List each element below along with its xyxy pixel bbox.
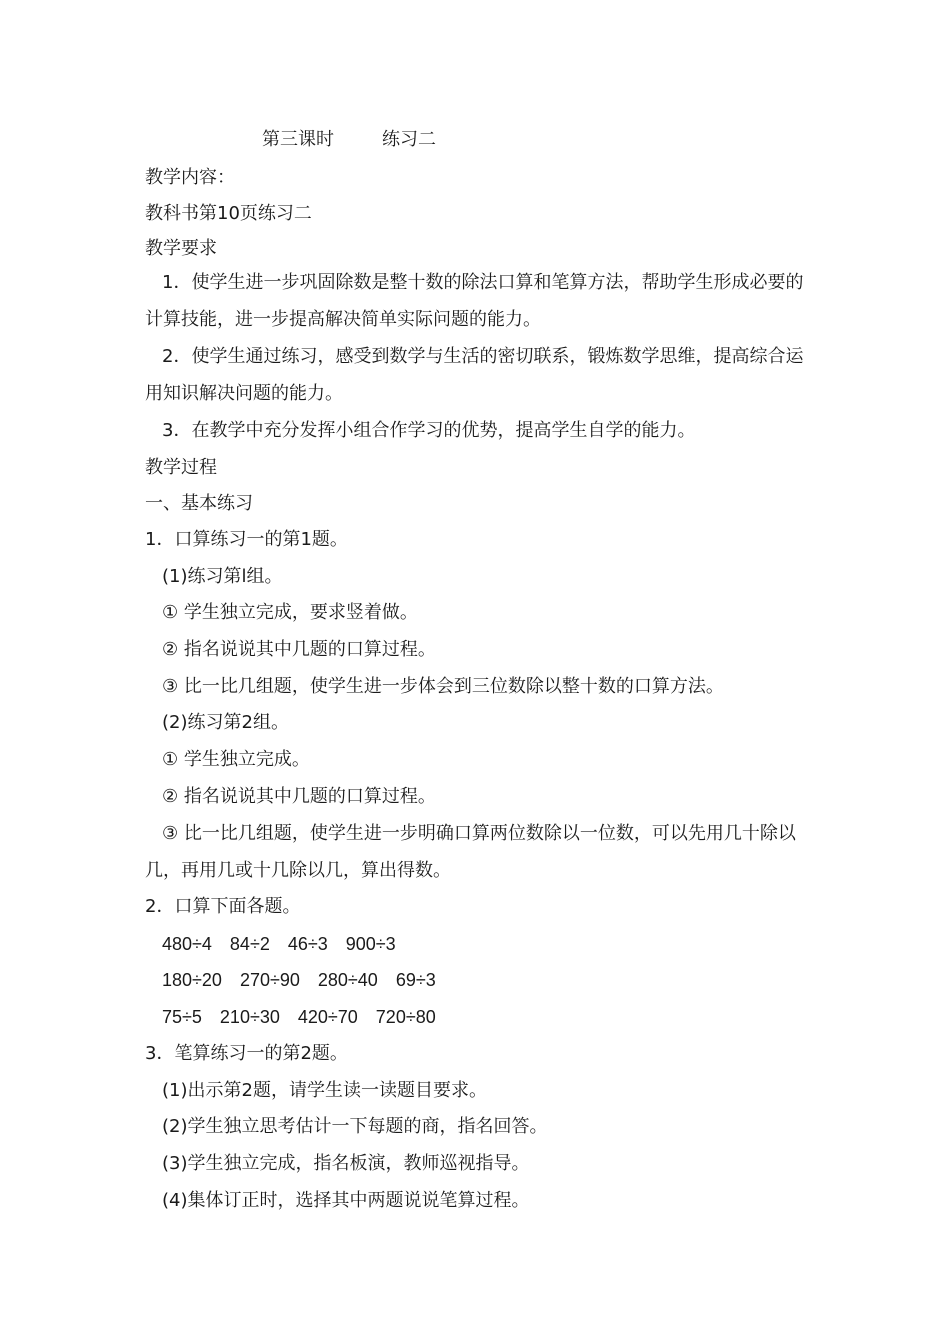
lesson-name: 练习二 xyxy=(382,129,436,150)
calc-expression: 900÷3 xyxy=(345,934,396,954)
calc-expression: 46÷3 xyxy=(287,934,328,954)
calc-expression: 420÷70 xyxy=(297,1007,358,1027)
list-item: ③ 比一比几组题，使学生进一步明确口算两位数除以一位数，可以先用几十除以几，再用几或十几除以几，算出得数。 xyxy=(145,823,796,881)
calc-row xyxy=(162,968,454,992)
list-item: (1)出示第2题，请学生读一读题目要求。 xyxy=(162,1080,487,1101)
calc-expression: 84÷2 xyxy=(229,934,270,954)
calc-expression: 180÷20 xyxy=(162,970,222,990)
list-item: (4)集体订正时，选择其中两题说说笔算过程。 xyxy=(162,1190,530,1211)
list-item: ③ 比一比几组题，使学生进一步体会到三位数除以整十数的口算方法。 xyxy=(162,676,724,697)
calc-expression: 69÷3 xyxy=(395,970,436,990)
calc-expression: 720÷80 xyxy=(375,1007,436,1027)
calc-row xyxy=(162,932,414,956)
calc-expression: 480÷4 xyxy=(162,934,212,954)
lesson-number: 第三课时 xyxy=(262,129,334,150)
calc-row xyxy=(162,1005,454,1029)
item-2: 2．口算下面各题。 xyxy=(145,896,301,917)
page-title xyxy=(262,128,436,152)
list-item: ② 指名说说其中几题的口算过程。 xyxy=(162,639,436,660)
requirement-2: 2．使学生通过练习，感受到数学与生活的密切联系，锻炼数学思维，提高综合运用知识解决问题的能力。 xyxy=(145,346,804,404)
item-1-sub-2: (2)练习第2组。 xyxy=(162,712,289,733)
calc-expression: 75÷5 xyxy=(162,1007,202,1027)
content-text: 教科书第10页练习二 xyxy=(145,203,312,224)
item-3: 3．笔算练习一的第2题。 xyxy=(145,1043,348,1064)
content-heading: 教学内容： xyxy=(145,167,235,188)
item-1: 1．口算练习一的第1题。 xyxy=(145,529,348,550)
calc-expression: 210÷30 xyxy=(219,1007,280,1027)
list-item: (3)学生独立完成，指名板演，教师巡视指导。 xyxy=(162,1153,530,1174)
item-1-sub-1: (1)练习第l组。 xyxy=(162,566,283,587)
requirement-3: 3．在教学中充分发挥小组合作学习的优势，提高学生自学的能力。 xyxy=(162,420,696,441)
requirement-1: 1．使学生进一步巩固除数是整十数的除法口算和笔算方法，帮助学生形成必要的计算技能，进一步提高解决简单实际问题的能力。 xyxy=(145,272,804,330)
list-item: ② 指名说说其中几题的口算过程。 xyxy=(162,786,436,807)
process-heading: 教学过程 xyxy=(145,457,217,478)
list-item: ① 学生独立完成。 xyxy=(162,749,310,770)
calc-expression: 270÷90 xyxy=(239,970,300,990)
list-item: (2)学生独立思考估计一下每题的商，指名回答。 xyxy=(162,1116,548,1137)
requirements-heading: 教学要求 xyxy=(145,238,217,259)
list-item: ① 学生独立完成，要求竖着做。 xyxy=(162,602,418,623)
calc-expression: 280÷40 xyxy=(317,970,378,990)
section-heading-basic-practice: 一、基本练习 xyxy=(145,493,253,514)
